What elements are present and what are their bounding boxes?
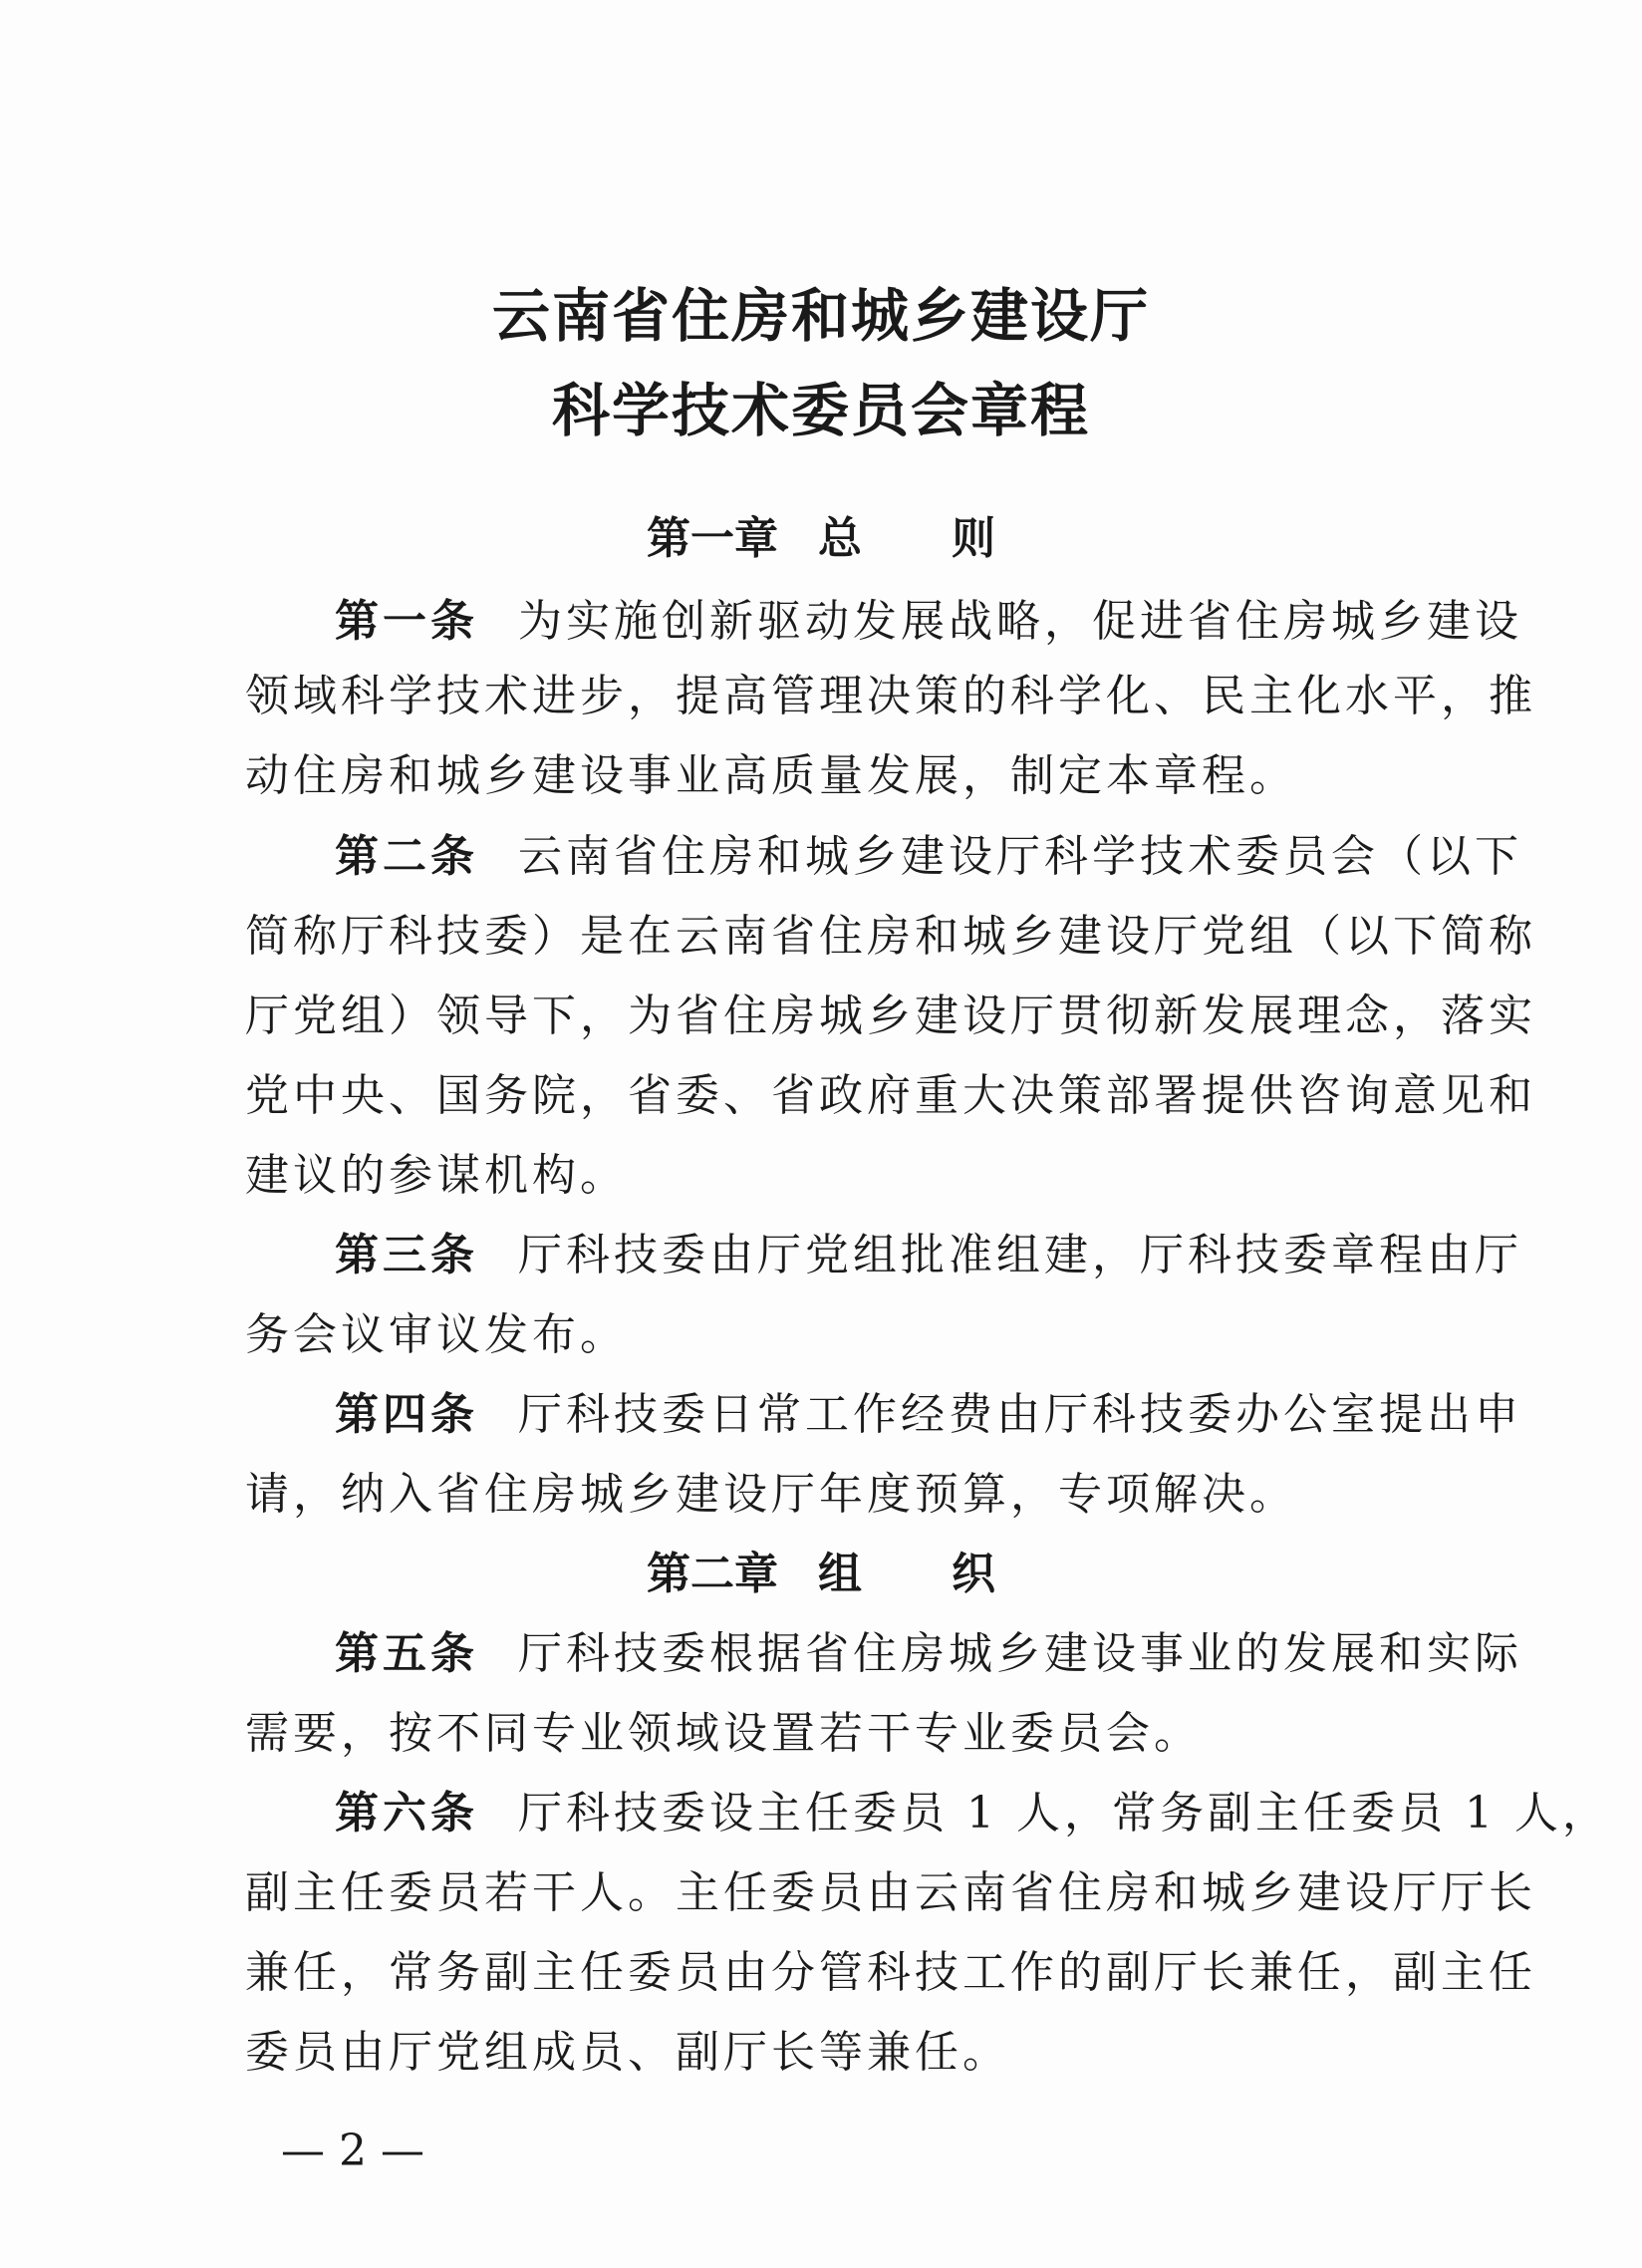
- article-6-text-1: 厅科技委设主任委员 1 人，常务副主任委员 1 人，: [518, 1788, 1610, 1839]
- article-3-line-1: [335, 1230, 1530, 1280]
- article-3-number: 第三条: [335, 1230, 478, 1280]
- article-5-line-1: [335, 1628, 1530, 1679]
- article-4-text-1: 厅科技委日常工作经费由厅科技委办公室提出申: [518, 1389, 1522, 1440]
- article-1-number: 第一条: [335, 596, 478, 647]
- article-1-line-2: 领域科学技术进步，提高管理决策的科学化、民主化水平，推: [245, 671, 1536, 721]
- article-4-number: 第四条: [335, 1389, 478, 1440]
- article-6-line-4: 委员由厅党组成员、副厅长等兼任。: [245, 2027, 1010, 2078]
- article-6-line-2: 副主任委员若干人。主任委员由云南省住房和城乡建设厅厅长: [245, 1867, 1536, 1918]
- chapter-1-name-a: 总: [818, 513, 862, 564]
- document-title-line-2: 科学技术委员会章程: [551, 377, 1090, 444]
- article-1-line-3: 动住房和城乡建设事业高质量发展，制定本章程。: [245, 750, 1297, 801]
- article-2-line-3: 厅党组）领导下，为省住房城乡建设厅贯彻新发展理念，落实: [245, 991, 1536, 1041]
- chapter-1-heading: [0, 513, 1642, 564]
- article-2-line-1: [335, 831, 1530, 882]
- article-5-text-1: 厅科技委根据省住房城乡建设事业的发展和实际: [518, 1628, 1522, 1679]
- article-4-line-1: [335, 1389, 1530, 1440]
- article-2-line-4: 党中央、国务院，省委、省政府重大决策部署提供咨询意见和: [245, 1070, 1536, 1121]
- article-2-line-2: 简称厅科技委）是在云南省住房和城乡建设厅党组（以下简称: [245, 911, 1536, 962]
- chapter-2-name-a: 组: [818, 1549, 862, 1599]
- article-1-text-1: 为实施创新驱动发展战略，促进省住房城乡建设: [518, 596, 1522, 647]
- page-number: — 2 —: [281, 2126, 424, 2176]
- chapter-2-number: 第二章: [647, 1549, 778, 1599]
- article-3-line-2: 务会议审议发布。: [245, 1309, 628, 1360]
- article-6-line-1: [335, 1788, 1610, 1839]
- article-6-line-3: 兼任，常务副主任委员由分管科技工作的副厅长兼任，副主任: [245, 1947, 1536, 1998]
- chapter-1-number: 第一章: [647, 513, 778, 564]
- article-2-number: 第二条: [335, 831, 478, 882]
- article-5-number: 第五条: [335, 1628, 478, 1679]
- article-5-line-2: 需要，按不同专业领域设置若干专业委员会。: [245, 1708, 1202, 1759]
- article-2-text-1: 云南省住房和城乡建设厅科学技术委员会（以下: [518, 831, 1522, 882]
- article-3-text-1: 厅科技委由厅党组批准组建，厅科技委章程由厅: [518, 1230, 1522, 1280]
- article-1-line-1: [335, 596, 1530, 647]
- document-title-line-1: 云南省住房和城乡建设厅: [491, 282, 1150, 350]
- chapter-2-heading: [0, 1549, 1642, 1599]
- article-2-line-5: 建议的参谋机构。: [245, 1150, 628, 1201]
- chapter-2-name-b: 织: [952, 1549, 995, 1599]
- article-6-number: 第六条: [335, 1788, 478, 1839]
- article-4-line-2: 请，纳入省住房城乡建设厅年度预算，专项解决。: [245, 1469, 1297, 1520]
- chapter-1-name-b: 则: [952, 513, 995, 564]
